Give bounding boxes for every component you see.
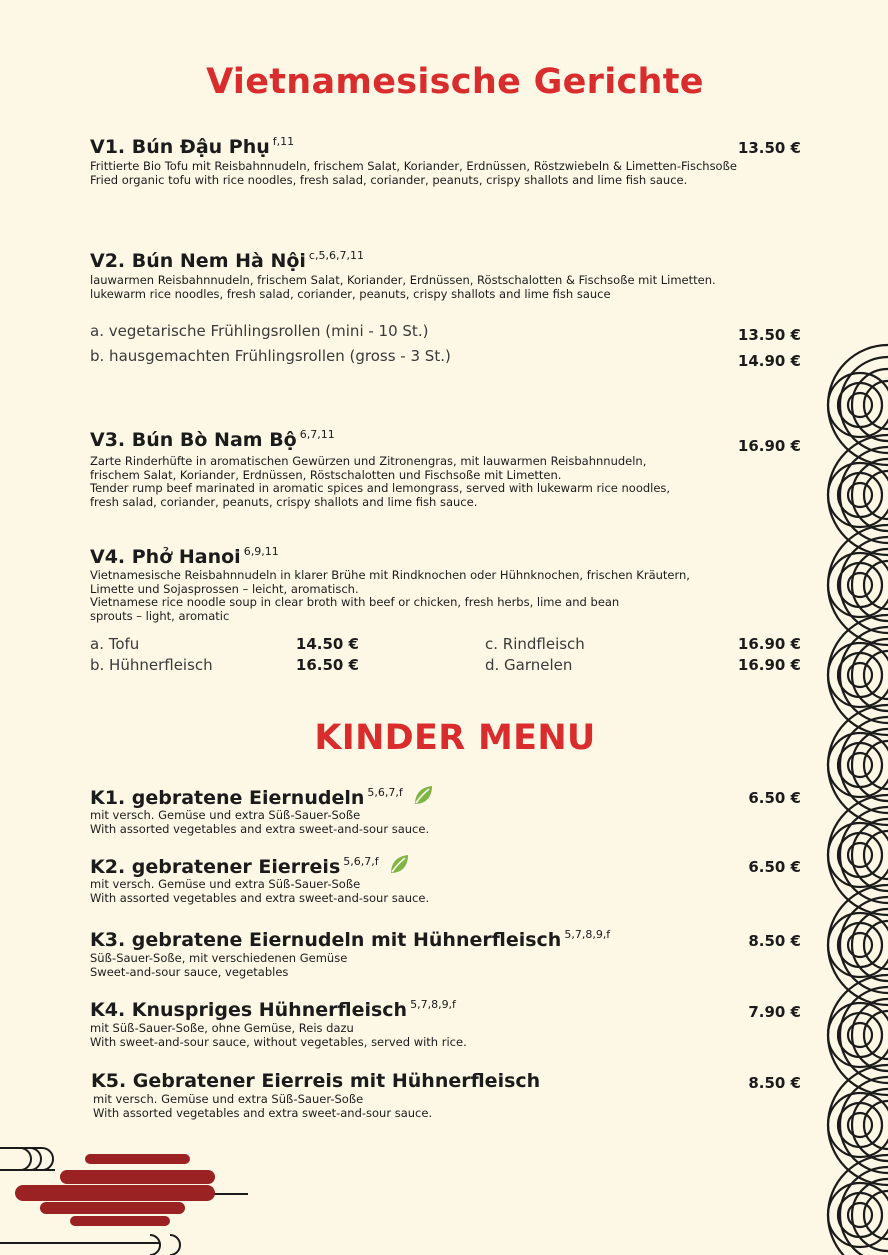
- leaf-icon: [412, 784, 434, 806]
- dish-name: V4. Phở Hanoi: [90, 546, 241, 568]
- option-v4-b: b. Hühnerfleisch: [90, 656, 213, 674]
- allergen-codes: 5,6,7,f: [367, 786, 403, 799]
- dish-k4-description: mit Süß-Sauer-Soße, ohne Gemüse, Reis dazu With sweet-and-sour sauce, without vegetables, served with rice.: [90, 1021, 467, 1049]
- dish-k2-description: mit versch. Gemüse und extra Süß-Sauer-Soße With assorted vegetables and extra sweet-and-sour sauce.: [90, 877, 430, 905]
- allergen-codes: 6,7,11: [299, 428, 335, 441]
- dish-v3: [90, 428, 335, 451]
- price-v3: 16.90 €: [737, 437, 801, 455]
- price-v1: 13.50 €: [737, 139, 801, 157]
- dish-name: K3. gebratene Eiernudeln mit Hühnerfleisch: [90, 929, 562, 951]
- price-v4-d: 16.90 €: [737, 656, 801, 674]
- price-v2-a: 13.50 €: [737, 326, 801, 344]
- section-title-vietnamese: Vietnamesische Gerichte: [206, 62, 704, 102]
- dish-v1: [90, 135, 294, 158]
- dish-name: K2. gebratener Eierreis: [90, 856, 341, 878]
- option-v2-a: a. vegetarische Frühlingsrollen (mini - 10 St.): [90, 322, 429, 340]
- dish-name: K5. Gebratener Eierreis mit Hühnerfleisch: [91, 1070, 541, 1092]
- dish-name: V1. Bún Đậu Phụ: [90, 136, 270, 158]
- leaf-icon: [388, 853, 410, 875]
- dish-k3: [90, 928, 610, 951]
- dish-name: K4. Knuspriges Hühnerfleisch: [90, 999, 408, 1021]
- section-title-kids-menu: KINDER MENU: [314, 718, 596, 758]
- price-v2-b: 14.90 €: [737, 352, 801, 370]
- dish-v2-description: lauwarmen Reisbahnnudeln, frischem Salat, Koriander, Erdnüssen, Röstschalotten & Fischsoße mit Limetten. lukewarm rice noodles, fresh salad, coriander, peanuts, crispy shallots and lime fish sauce: [90, 273, 716, 301]
- price-k4: 7.90 €: [748, 1003, 801, 1021]
- dish-k1: [90, 784, 434, 809]
- dish-v4: [90, 545, 279, 568]
- dish-v4-description: Vietnamesische Reisbahnnudeln in klarer Brühe mit Rindknochen oder Hühnknochen, frischen Kräutern, Limette und Sojasprossen – leicht, aromatisch. Vietnamese rice noodle soup in clear broth with beef or chicken, fresh herbs, lime and bean sprouts – light, aromatic: [90, 568, 690, 623]
- dish-k5: [91, 1070, 540, 1092]
- allergen-codes: 5,7,8,9,f: [410, 998, 456, 1011]
- dish-v2: [90, 249, 364, 272]
- dish-k4: [90, 998, 456, 1021]
- dish-k5-description: mit versch. Gemüse und extra Süß-Sauer-Soße With assorted vegetables and extra sweet-and-sour sauce.: [93, 1092, 433, 1120]
- allergen-codes: 6,9,11: [243, 545, 279, 558]
- price-k3: 8.50 €: [748, 932, 801, 950]
- dish-v3-description: Zarte Rinderhüfte in aromatischen Gewürzen und Zitronengras, mit lauwarmen Reisbahnnudeln, frischem Salat, Koriander, Erdnüssen, Röstschalotten und Fischsoße mit Limetten. Tender rump beef marinated in aromatic spices and lemongrass, served with lukewarm rice noodles, fresh salad, coriander, peanuts, crispy shallots and lime fish sauce.: [90, 454, 671, 509]
- price-k1: 6.50 €: [748, 789, 801, 807]
- allergen-codes: 5,7,8,9,f: [564, 928, 611, 941]
- allergen-codes: f,11: [272, 135, 295, 148]
- dish-v1-description: Frittierte Bio Tofu mit Reisbahnnudeln, frischem Salat, Koriander, Erdnüssen, Röstzwiebeln & Limetten-Fischsoße Fried organic tofu with rice noodles, fresh salad, coriander, peanuts, crispy shallots and lime fish sauce.: [90, 159, 737, 187]
- dish-name: K1. gebratene Eiernudeln: [90, 787, 365, 809]
- option-v4-c: c. Rindfleisch: [485, 635, 585, 653]
- dish-k3-description: Süß-Sauer-Soße, mit verschiedenen Gemüse Sweet-and-sour sauce, vegetables: [90, 951, 348, 979]
- dish-name: V3. Bún Bò Nam Bộ: [90, 429, 297, 451]
- price-v4-c: 16.90 €: [737, 635, 801, 653]
- option-v2-b: b. hausgemachten Frühlingsrollen (gross - 3 St.): [90, 347, 451, 365]
- cloud-decoration: [0, 1140, 250, 1255]
- price-k2: 6.50 €: [748, 858, 801, 876]
- dish-k2: [90, 853, 410, 878]
- allergen-codes: 5,6,7,f: [343, 855, 379, 868]
- option-v4-a: a. Tofu: [90, 635, 140, 653]
- dish-k1-description: mit versch. Gemüse und extra Süß-Sauer-Soße With assorted vegetables and extra sweet-and-sour sauce.: [90, 808, 430, 836]
- price-v4-b: 16.50 €: [295, 656, 359, 674]
- dish-name: V2. Bún Nem Hà Nội: [90, 250, 306, 272]
- wave-pattern-decoration: [820, 330, 888, 1255]
- price-k5: 8.50 €: [748, 1074, 801, 1092]
- price-v4-a: 14.50 €: [295, 635, 359, 653]
- option-v4-d: d. Garnelen: [485, 656, 573, 674]
- allergen-codes: c,5,6,7,11: [308, 249, 364, 262]
